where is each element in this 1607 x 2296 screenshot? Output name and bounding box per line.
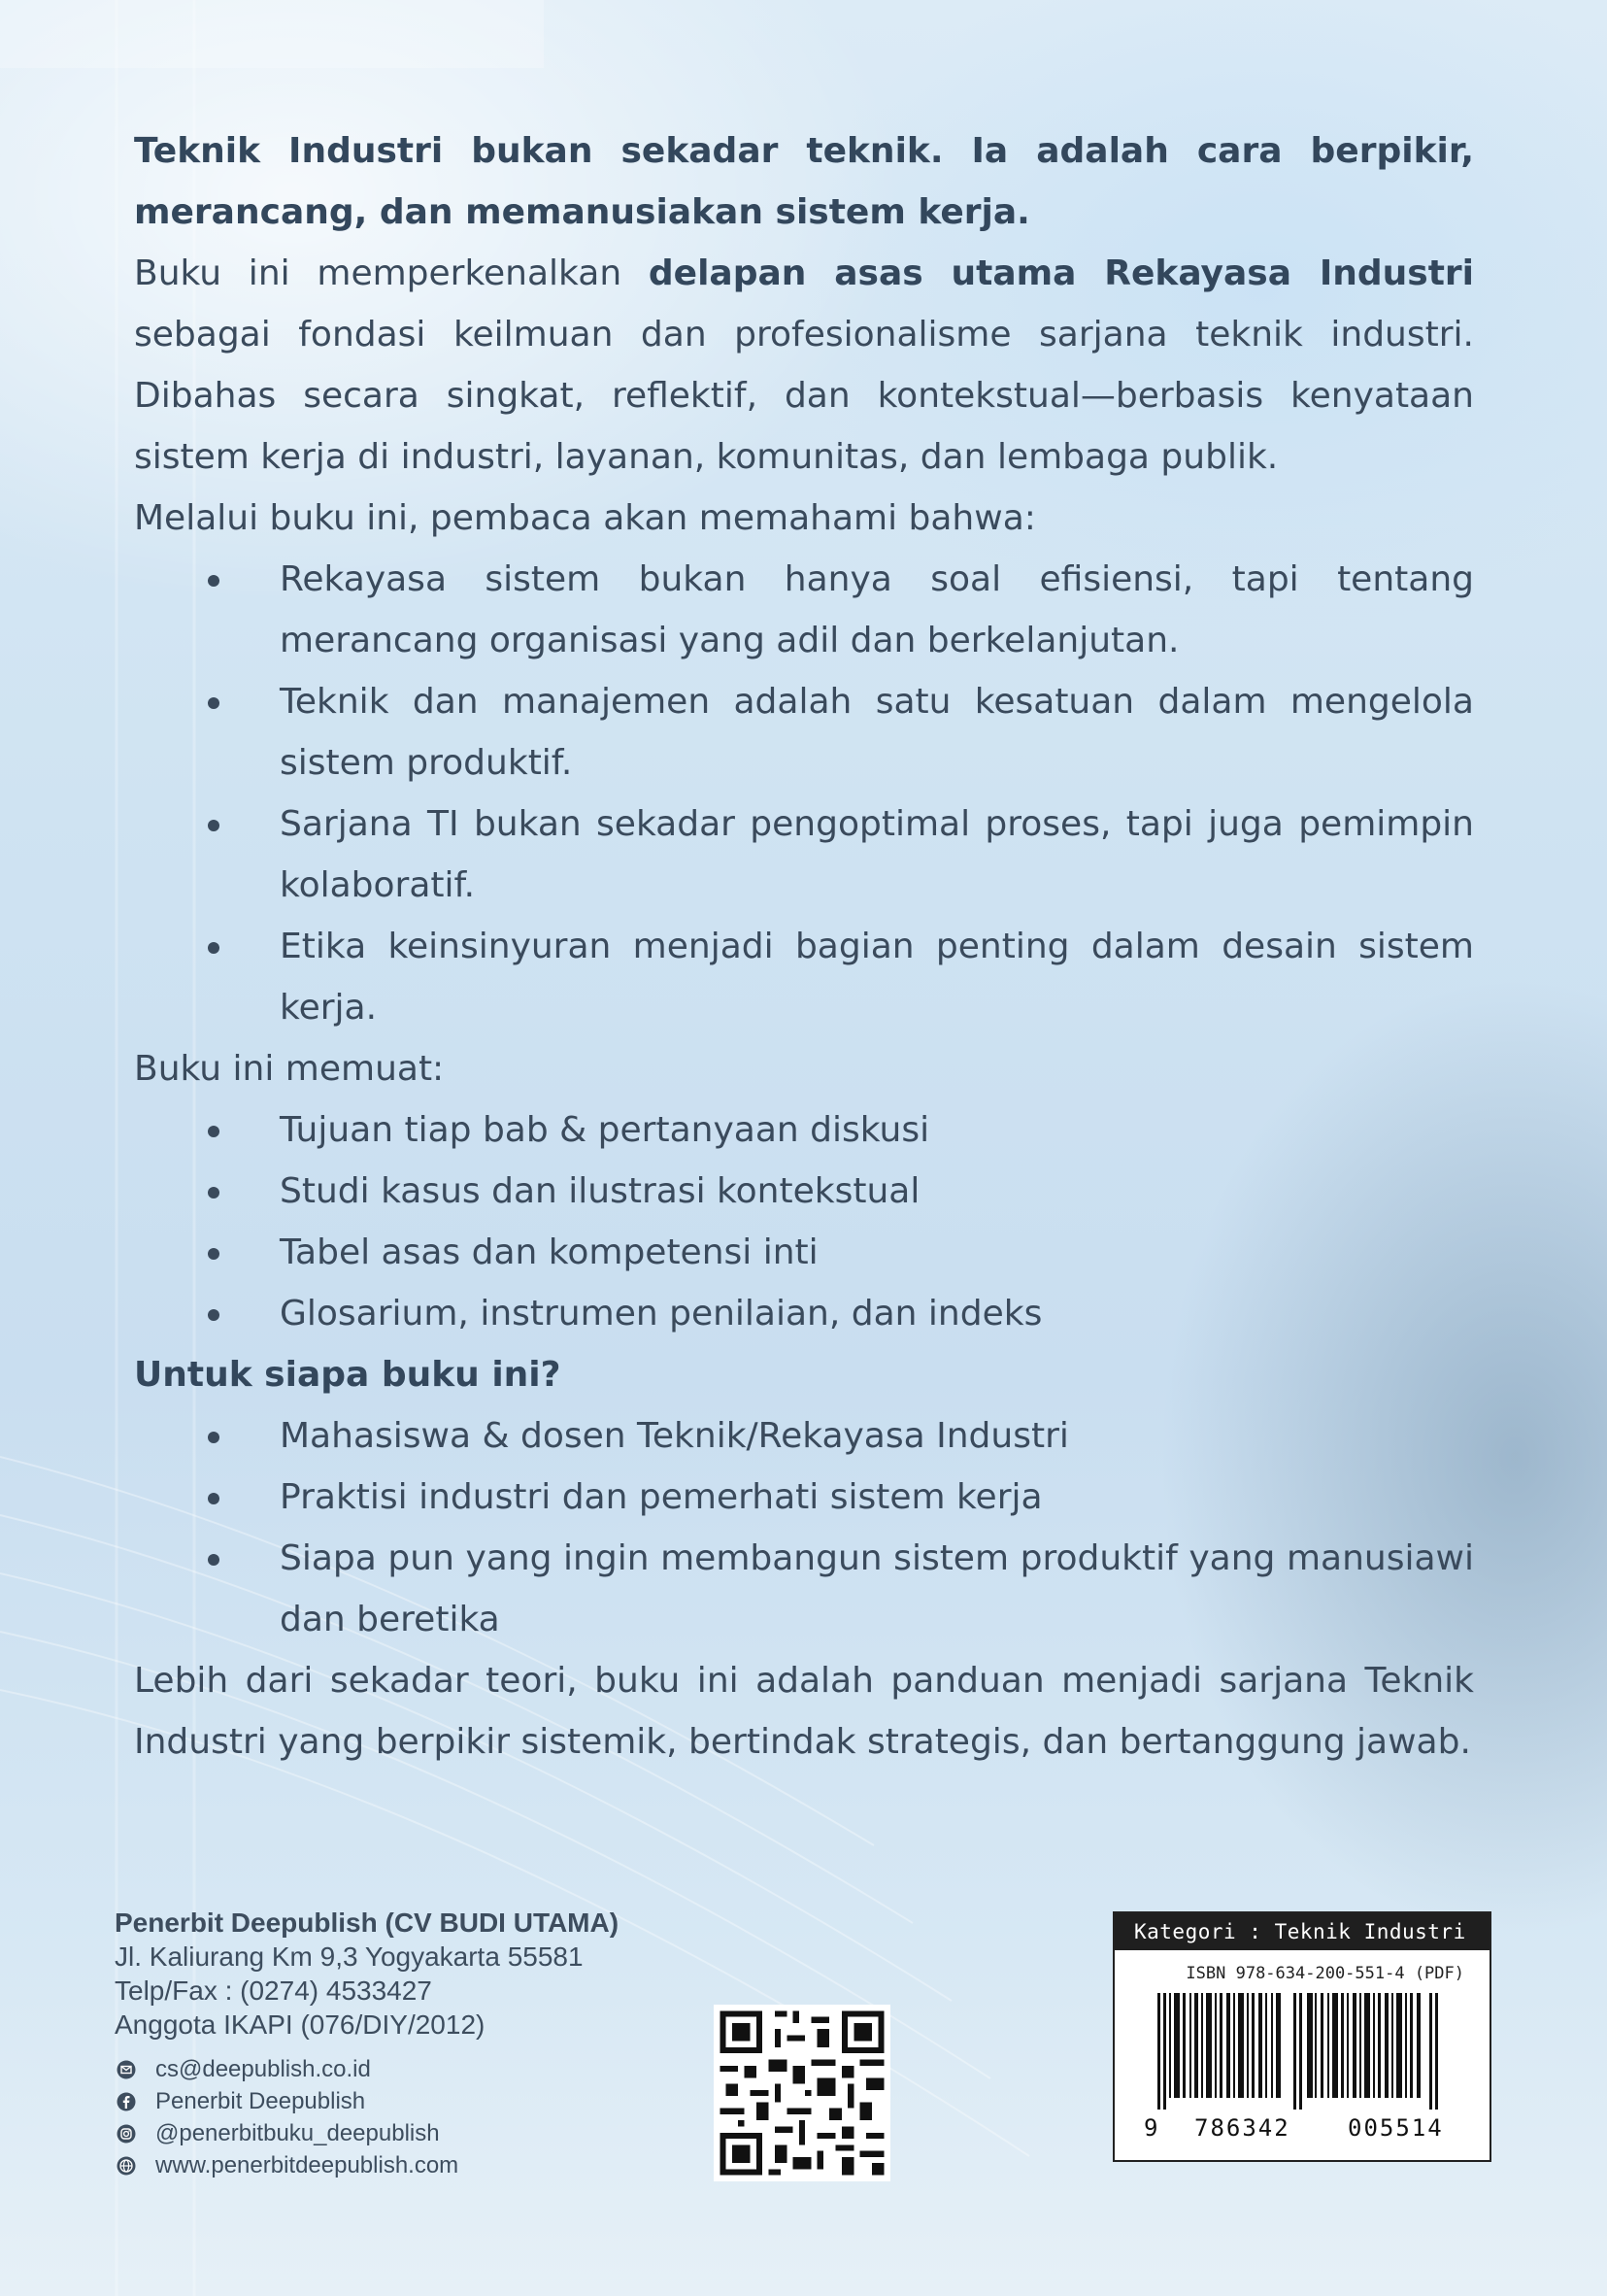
- isbn-label: [1113, 1911, 1491, 2162]
- closing-paragraph: Lebih dari sekadar teori, buku ini adalah panduan menjadi sarjana Teknik Industri yang berpikir sistemik, bertindak strategis, dan bertanggung jawab.: [134, 1661, 1474, 1762]
- lead-statement: Teknik Industri bukan sekadar teknik. Ia adalah cara berpikir, merancang, dan memanusiakan sistem kerja.: [134, 131, 1474, 232]
- list-item: Siapa pun yang ingin membangun sistem produktif yang manusiawi dan beretika: [134, 1528, 1474, 1650]
- publisher-info: [115, 1906, 619, 2042]
- publisher-address: Jl. Kaliurang Km 9,3 Yogyakarta 55581: [115, 1941, 584, 1972]
- publisher-name: Penerbit Deepublish (CV BUDI UTAMA): [115, 1908, 619, 1938]
- list-item: Mahasiswa & dosen Teknik/Rekayasa Industri: [134, 1405, 1474, 1467]
- list-item: Etika keinsinyuran menjadi bagian penting dalam desain sistem kerja.: [134, 916, 1474, 1038]
- barcode-digits-left: 786342: [1194, 2114, 1290, 2142]
- publisher-contacts: [117, 2053, 458, 2181]
- email-text: cs@deepublish.co.id: [155, 2056, 371, 2082]
- list-item: Tujuan tiap bab & pertanyaan diskusi: [134, 1099, 1474, 1161]
- publisher-phone: Telp/Fax : (0274) 4533427: [115, 1975, 432, 2006]
- category-label: Kategori : Teknik Industri: [1115, 1913, 1490, 1950]
- list-item: Teknik dan manajemen adalah satu kesatuan dalam mengelola sistem produktif.: [134, 671, 1474, 793]
- contact-website[interactable]: [117, 2149, 458, 2181]
- learn-list: [134, 549, 1474, 1038]
- contact-facebook[interactable]: [117, 2085, 458, 2117]
- list-item: Praktisi industri dan pemerhati sistem kerja: [134, 1467, 1474, 1528]
- contact-instagram[interactable]: [117, 2117, 458, 2149]
- isbn-number: ISBN 978-634-200-551-4 (PDF): [1186, 1964, 1464, 1983]
- audience-list: [134, 1405, 1474, 1650]
- facebook-text: Penerbit Deepublish: [155, 2088, 366, 2114]
- intro-paragraph: Buku ini memperkenalkan delapan asas utama Rekayasa Industri sebagai fondasi keilmuan dan profesionalisme sarjana teknik industri. Dibahas secara singkat, reflektif, dan kontekstual—berbasis kenyataan sistem kerja di industri, layanan, komunitas, dan lembaga publik.: [134, 253, 1474, 477]
- audience-heading: Untuk siapa buku ini?: [134, 1355, 561, 1395]
- barcode-digit-lead: 9: [1144, 2114, 1158, 2142]
- learn-heading: Melalui buku ini, pembaca akan memahami bahwa:: [134, 498, 1036, 538]
- barcode-digits-right: 005514: [1348, 2114, 1444, 2142]
- contents-list: [134, 1099, 1474, 1344]
- list-item: Sarjana TI bukan sekadar pengoptimal proses, tapi juga pemimpin kolaboratif.: [134, 793, 1474, 916]
- website-text: www.penerbitdeepublish.com: [155, 2152, 459, 2178]
- list-item: Studi kasus dan ilustrasi kontekstual: [134, 1161, 1474, 1222]
- list-item: Glosarium, instrumen penilaian, dan indeks: [134, 1283, 1474, 1344]
- email-icon: [117, 2060, 136, 2079]
- instagram-icon: [117, 2124, 136, 2144]
- back-cover-text: [134, 120, 1474, 1773]
- list-item: Rekayasa sistem bukan hanya soal efisiensi, tapi tentang merancang organisasi yang adil dan berkelanjutan.: [134, 549, 1474, 671]
- instagram-text: @penerbitbuku_deepublish: [155, 2120, 440, 2146]
- facebook-icon: [117, 2092, 136, 2111]
- qr-code[interactable]: [714, 2005, 890, 2181]
- barcode: [1157, 1993, 1458, 2110]
- list-item: Tabel asas dan kompetensi inti: [134, 1222, 1474, 1283]
- contact-email[interactable]: [117, 2053, 458, 2085]
- publisher-membership: Anggota IKAPI (076/DIY/2012): [115, 2009, 485, 2040]
- contents-heading: Buku ini memuat:: [134, 1049, 445, 1089]
- globe-icon: [117, 2156, 136, 2176]
